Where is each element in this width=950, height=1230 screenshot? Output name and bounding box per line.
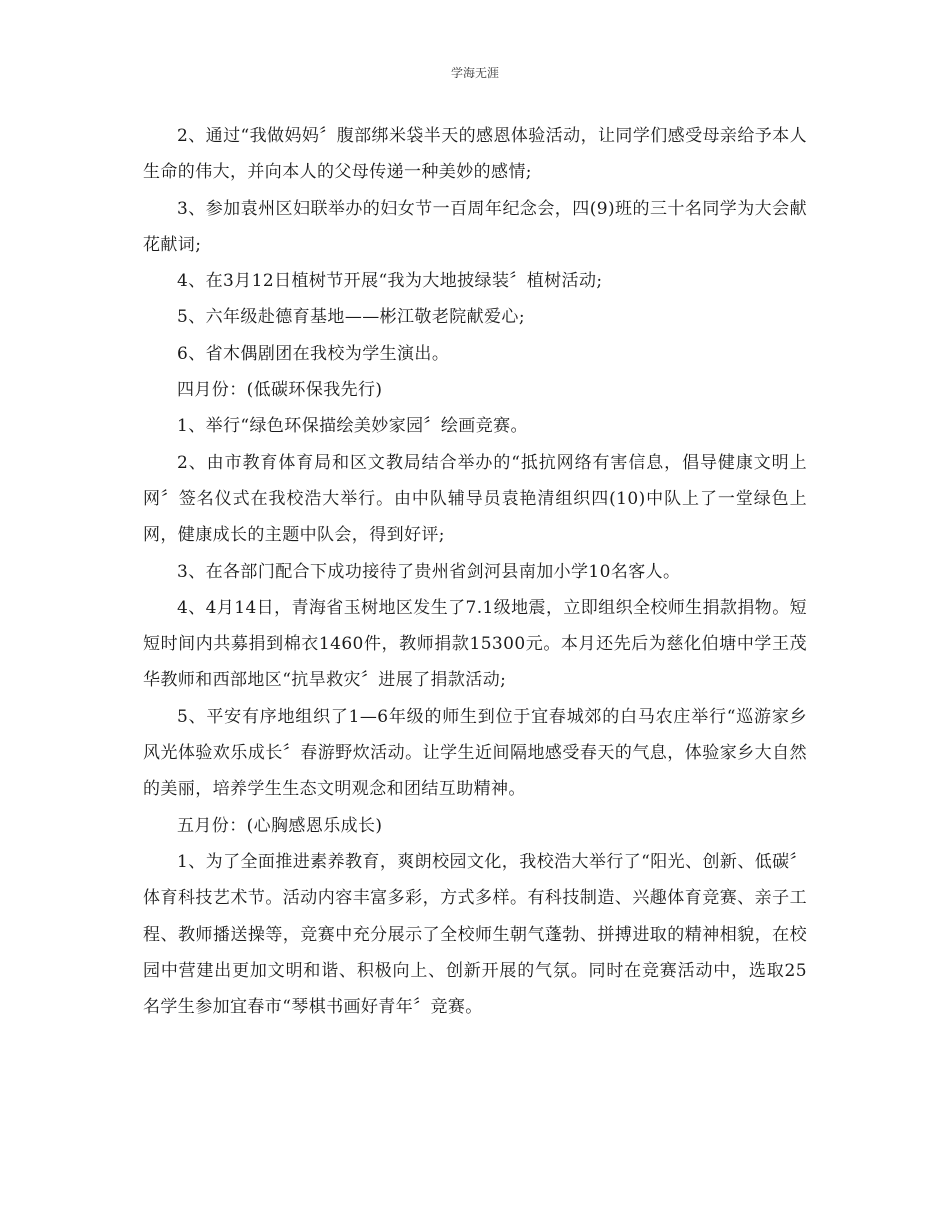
- page-header: 学海无涯: [450, 66, 499, 80]
- paragraph: 1、举行“绿色环保描绘美妙家园〞绘画竞赛。: [177, 416, 528, 437]
- paragraph: 5、六年级赴德育基地——彬江敬老院献爱心;: [177, 307, 525, 328]
- paragraph: 5、平安有序地组织了1—6年级的师生到位于宜春城郊的白马农庄举行“巡游家乡风光体验欢乐成长〞春游野炊活动。让学生近间隔地感受春天的气息，体验家乡大自然的美丽，培养学生生态文明观念和团结互助精神。: [143, 706, 807, 800]
- paragraph: 2、由市教育体育局和区文教局结合举办的“抵抗网络有害信息，倡导健康文明上网〞签名仪式在我校浩大举行。由中队辅导员袁艳清组织四(10)中队上了一堂绿色上网，健康成长的主题中队会，得到好评;: [143, 452, 807, 546]
- paragraph: 4、在3月12日植树节开展“我为大地披绿装〞植树活动;: [177, 271, 603, 292]
- section-heading-april: 四月份：(低碳环保我先行): [177, 380, 383, 401]
- paragraph: 1、为了全面推进素养教育，爽朗校园文化，我校浩大举行了“阳光、创新、低碳〞体育科技艺术节。活动内容丰富多彩，方式多样。有科技制造、兴趣体育竞赛、亲子工程、教师播送操等，竞赛中充分展示了全校师生朝气蓬勃、拼搏进取的精神相貌，在校园中营建出更加文明和谐、积极向上、创新开展的气氛。同时在竞赛活动中，选取25名学生参加宜春市“琴棋书画好青年〞竞赛。: [143, 851, 807, 1018]
- paragraph: 3、参加袁州区妇联举办的妇女节一百周年纪念会，四(9)班的三十名同学为大会献花献词;: [143, 198, 807, 255]
- paragraph: 2、通过“我做妈妈〞腹部绑米袋半天的感恩体验活动，让同学们感受母亲给予本人生命的伟大，并向本人的父母传递一种美妙的感情;: [143, 126, 807, 183]
- section-heading-may: 五月份：(心胸感恩乐成长): [177, 815, 383, 836]
- paragraph: 4、4月14日，青海省玉树地区发生了7.1级地震，立即组织全校师生捐款捐物。短短时间内共募捐到棉衣1460件，教师捐款15300元。本月还先后为慈化伯塘中学王茂华教师和西部地区“抗旱救灾〞进展了捐款活动;: [143, 597, 807, 691]
- paragraph: 6、省木偶剧团在我校为学生演出。: [177, 343, 450, 364]
- document-body: [143, 118, 807, 1025]
- paragraph: 3、在各部门配合下成功接待了贵州省剑河县南加小学10名客人。: [177, 561, 681, 582]
